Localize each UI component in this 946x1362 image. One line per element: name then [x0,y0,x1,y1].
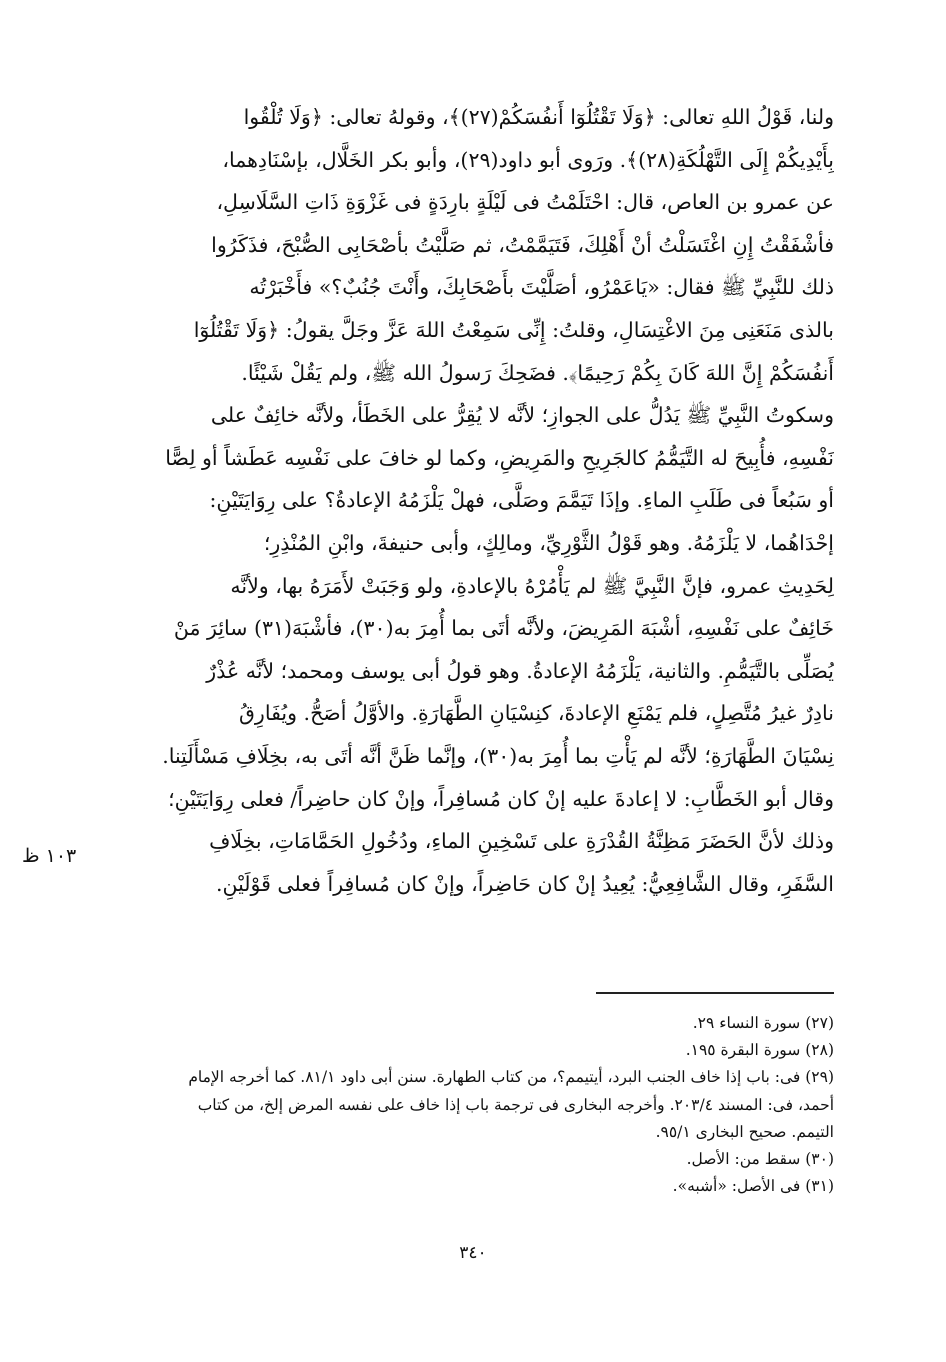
text-line: السَّفَرِ، وقال الشَّافِعِيُّ: يُعِيدُ إنْ كان حَاضِراً، وإنْ كان مُسافِراً فعلى قَوْلَيْنِ. [215,871,834,896]
text-line: عن عمرو بن العاص، قال: احْتَلَمْتُ فى لَيْلَةٍ بارِدَةٍ فى غَزْوَةِ ذَاتِ السَّلَاسِلِ، [216,190,834,215]
footnotes [130,1010,834,1200]
text-line: نَفْسِهِ، فأُبِيحَ له التَّيَمُّمُ كالجَرِيحِ والمَرِيضِ، وكما لو خافَ على نَفْسِه عَطَشاً أو لِصًّا [165,445,834,470]
footnote-separator [596,992,834,994]
text-line: نِسْيَانَ الطَّهَارَةِ؛ لأنَّه لم يَأْتِ بما أُمِرَ به(٣٠)، وإنَّما ظَنَّ أنَّه أتَى به، بخِلَافِ مَسْأَلَتِنا. [162,743,834,768]
text-line: خَائِفٌ على نَفْسِهِ، أشْبَهَ المَرِيضَ، ولأنَّه أتَى بما أُمِرَ به(٣٠)، فأشْبَهَ(٣١) سائِرَ مَنْ [173,616,834,641]
text-line: فأشْفَقْتُ إِنِ اغْتَسَلْتُ أنْ أَهْلِكَ، فَتَيَمَّمْتُ، ثم صَلَّيْتُ بأصْحَابِى الصُّبْحَ، فذَكَرُوا [211,232,834,257]
text-line: بِأَيْدِيكُمْ إِلَى التَّهْلُكَةِ(٢٨)﴾. ورَوى أبو داود(٢٩)، وأبو بكر الخَلَّال، بإسْنَادِهما، [222,147,834,172]
text-line: نادِرٌ غيرُ مُتَّصِلٍ، فلم يَمْنَعِ الإعادةَ، كنِسْيَانِ الطَّهَارَةِ. والأوَّلُ أصَحُّ. ويُفَارِقُ [239,701,834,726]
text-line: وسكوتُ النَّبِيِّ ﷺ يَدُلُّ على الجوازِ؛ لأنَّه لا يُقِرُّ على الخَطَأ، ولأنَّه خائِفٌ على [210,403,834,428]
text-line: أو سَبُعاً فى طَلَبِ الماءِ. وإذَا تَيَمَّمَ وصَلَّى، فهلْ يَلْزَمُهُ الإعادةُ؟ على رِوَايَتَيْنِ: [209,488,834,513]
footnote-line: أحمد، فى: المسند ٢٠٣/٤. وأخرجه البخارى فى ترجمة باب إذا خاف على نفسه المرض إلخ، من كتاب [197,1095,834,1114]
footnote-line: (٢٧) سورة النساء ٢٩. [692,1014,834,1032]
text-line: ذلك للنَّبِيِّ ﷺ فقال: «يَاعَمْرُو، أصَلَّيْتَ بأَصْحَابِكَ، وأَنْتَ جُنُبٌ؟» فأَخْبَرْتُه [249,275,834,300]
footnote-line: (٣٠) سقط من: الأصل. [686,1149,834,1168]
page-number: ٣٤٠ [459,1243,487,1263]
footnote-line: (٢٩) فى: باب إذا خاف الجنب البرد، أيتيمم؟، من كتاب الطهارة. سنن أبى داود ٨١/١. كما أخرجه الإمام [188,1068,834,1087]
text-line: بالذى مَنَعَنِى مِنَ الاغْتِسَالِ، وقلتُ: إِنِّى سَمِعْتُ اللهَ عَزَّ وجَلَّ يقولُ: ﴿وَلَا تَقْتُلُوٓا [193,317,834,342]
text-line: وذلك لأنَّ الحَضَرَ مَظِنَّةُ القُدْرَةِ على تَسْخِينِ الماءِ، ودُخُولِ الحَمَّامَاتِ، بخِلَافِ [209,829,834,854]
footnote-line: (٣١) فى الأصل: «أشبه». [672,1177,834,1196]
manuscript-folio-marker: ١٠٣ ظ [22,845,77,867]
text-line: أَنفُسَكُمْ إِنَّ اللهَ كَانَ بِكُمْ رَحِيمًا﴾. فضَحِكَ رَسولُ الله ﷺ، ولم يَقُلْ شَيْئًا. [241,360,834,385]
text-line: يُصَلِّى بالتَّيَمُّمِ. والثانية، يَلْزَمُهُ الإعادةُ. وهو قولُ أبى يوسف ومحمد؛ لأنَّه عُذْرٌ [206,658,834,683]
main-text [120,96,834,905]
footnote-line: التيمم. صحيح البخارى ٩٥/١. [655,1122,834,1141]
text-line: لِحَدِيثِ عمرو، فإنَّ النَّبِيَّ ﷺ لم يَأْمُرْهُ بالإعادةِ، ولو وَجَبَتْ لأَمَرَهُ بها، ولأنَّه [230,573,834,598]
footnote-line: (٢٨) سورة البقرة ١٩٥. [685,1041,834,1060]
text-line: وقال أبو الخَطَّابِ: لا إعادةَ عليه إنْ كان مُسافِراً، وإنْ كان حاضِراً/ فعلى رِوَايَتَيْنِ؛ [168,786,834,811]
text-line: ولنا، قَوْلُ اللهِ تعالى: ﴿وَلَا تَقْتُلُوٓا أَنفُسَكُمْ(٢٧)﴾، وقولهُ تعالى: ﴿وَلَا تُلْقُوا [243,105,834,129]
text-line: إحْدَاهُما، لا يَلْزَمُهُ. وهو قَوْلُ الثَّوْرِيِّ، ومالِكٍ، وأبى حنيفةَ، وابْنِ المُنْذِرِ؛ [263,530,834,555]
